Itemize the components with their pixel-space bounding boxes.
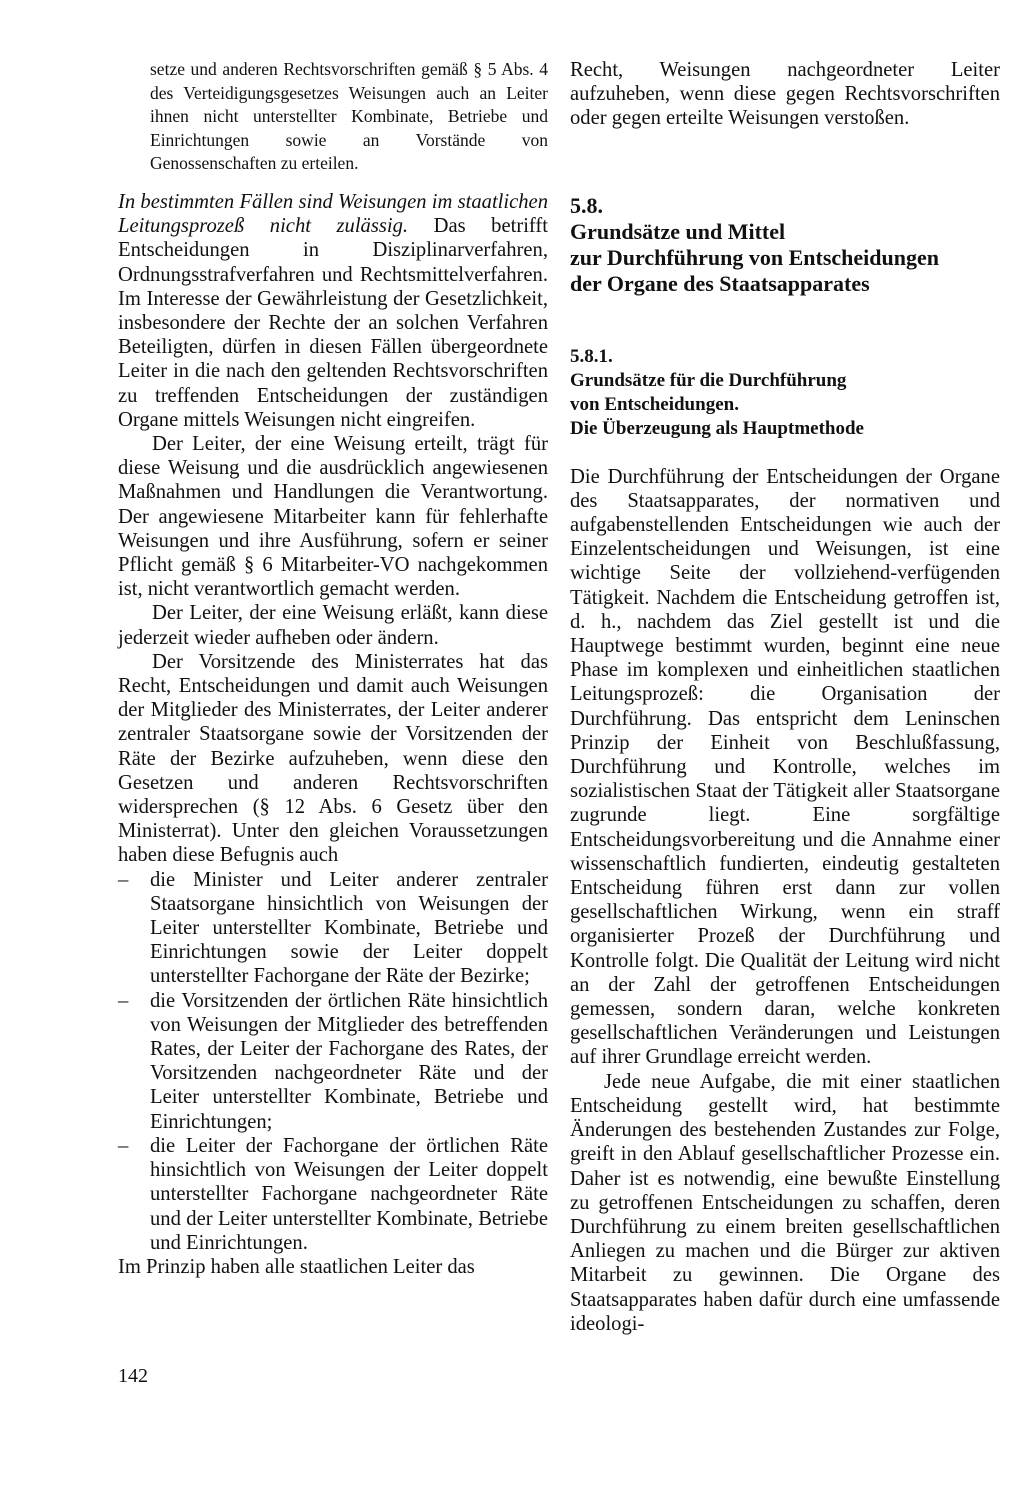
subsection-title-line: von Entscheidungen.	[570, 393, 739, 415]
right-column	[570, 58, 1000, 1336]
subsection-number: 5.8.1.	[570, 345, 613, 367]
dash-bullet: –	[118, 989, 129, 1012]
paragraph-text: Das betrifft Entscheidungen in Disziplinarverfahren, Ordnungsstrafverfahren und Rechtsmittelverfahren. Im Interesse der Gewährleistung der Gesetzlichkeit, insbesondere der Rechte der an solchen Verfahren Beteiligten, dürfen in diesen Fällen übergeordnete Leiter in die nach den geltenden Rechtsvorschriften zu treffenden Entscheidungen der zuständigen Organe mittels Weisungen nicht eingreifen.	[118, 215, 548, 431]
paragraph-durchfuehrung: Die Durchführung der Entscheidungen der Organe des Staatsapparates, der normativen und aufgabenstellenden Entscheidungen wie auch der Einzelentscheidungen und Weisungen, ist eine wichtige Seite der vollziehend-verfügenden Tätigkeit. Nachdem die Entscheidung getroffen ist, d. h., nachdem das Ziel gestellt ist und die Hauptwege bestimmt wurden, beginnt eine neue Phase im komplexen und einheitlichen staatlichen Leitungsprozeß: die Organisation der Durchführung. Das entspricht dem Leninschen Prinzip der Einheit von Beschlußfassung, Durchführung und Kontrolle, welches im sozialistischen Staat der Tätigkeit aller Staatsorgane zugrunde liegt. Eine sorgfältige Entscheidungsvorbereitung und die Annahme einer wissenschaftlich fundierten, eindeutig gestalteten Entscheidung führen erst dann zur vollen gesellschaftlichen Wirkung, wenn ein straff organisierter Prozeß der Durchführung und Kontrolle folgt. Die Qualität der Leitung wird nicht an der Zahl der getroffenen Entscheidungen gemessen, sondern daran, welche konkreten gesellschaftlichen Veränderungen und Leistungen auf ihrer Grundlage erreicht werden.	[570, 465, 1000, 1069]
subsection-heading	[570, 345, 1000, 441]
paragraph-weisungen-unzulaessig	[118, 190, 548, 432]
paragraph-continuation: Recht, Weisungen nachgeordneter Leiter aufzuheben, wenn diese gegen Rechtsvorschriften oder gegen erteilte Weisungen verstoßen.	[570, 59, 1000, 130]
paragraph-ministerrat: Der Vorsitzende des Ministerrates hat das Recht, Entscheidungen und damit auch Weisungen der Mitglieder des Ministerrates, der Leiter anderer zentraler Staatsorgane sowie der Vorsitzenden der Räte der Bezirke aufzuheben, wenn diese den Gesetzen und anderen Rechtsvorschriften widersprechen (§ 12 Abs. 6 Gesetz über den Ministerrat). Unter den gleichen Voraussetzungen haben diese Befugnis auch	[118, 650, 548, 867]
quoted-regulation-text: setze und anderen Rechtsvorschriften gemäß § 5 Abs. 4 des Verteidigungsgesetzes Weisungen auch an Leiter ihnen nicht unterstellter Kombinate, Betriebe und Einrichtungen sowie an Vorstände von Genossenschaften zu erteilen.	[150, 59, 548, 174]
paragraph-verantwortung: Der Leiter, der eine Weisung erteilt, trägt für diese Weisung und die ausdrücklich angewiesenen Maßnahmen und Handlungen die Verantwortung. Der angewiesene Mitarbeiter kann für fehlerhafte Weisungen und ihre Ausführung, sofern er seiner Pflicht gemäß § 6 Mitarbeiter-VO nachgekommen ist, nicht verantwortlich gemacht werden.	[118, 433, 548, 601]
paragraph-neue-aufgabe: Jede neue Aufgabe, die mit einer staatlichen Entscheidung gestellt wird, hat bestimmte Änderungen des bestehenden Zustandes zur Folge, greift in den Ablauf gesellschaftlicher Prozesse ein. Daher ist es notwendig, eine bewußte Einstellung zu getroffenen Entscheidungen zu schaffen, deren Durchführung zu einem breiten gesellschaftlichen Anliegen zu machen und die Bürger zur aktiven Mitarbeit zu gewinnen. Die Organe des Staatsapparates haben dafür durch eine umfassende ideologi-	[570, 1070, 1000, 1335]
list-item	[118, 1134, 548, 1255]
section-title-line: Grundsätze und Mittel	[570, 218, 786, 244]
list-item	[118, 868, 548, 989]
dash-list	[118, 868, 548, 1255]
dash-bullet: –	[118, 868, 129, 891]
section-title-line: zur Durchführung von Entscheidungen	[570, 244, 940, 270]
page-number: 142	[118, 1365, 148, 1387]
subsection-title-line: Grundsätze für die Durchführung	[570, 369, 847, 391]
dash-bullet: –	[118, 1134, 129, 1157]
subsection-title-line: Die Überzeugung als Hauptmethode	[570, 417, 864, 439]
list-item-text: die Vorsitzenden der örtlichen Räte hinsichtlich von Weisungen der Mitglieder des betreffenden Rates, der Leiter der Fachorgane des Rates, der Vorsitzenden nachgeordneter Räte und der Leiter unterstellter Kombinate, Betriebe und Einrichtungen;	[150, 989, 548, 1133]
paragraph-aufheben: Der Leiter, der eine Weisung erläßt, kann diese jederzeit wieder aufheben oder ändern.	[118, 602, 548, 649]
section-title-line: der Organe des Staatsapparates	[570, 270, 870, 296]
list-item-text: die Leiter der Fachorgane der örtlichen Räte hinsichtlich von Weisungen der Leiter doppelt unterstellter Fachorgane nachgeordneter Räte und der Leiter unterstellter Kombinate, Betriebe und Einrichtungen.	[150, 1134, 548, 1254]
section-heading	[570, 193, 1000, 297]
section-number: 5.8.	[570, 192, 603, 218]
list-item	[118, 989, 548, 1134]
left-column	[118, 58, 548, 1279]
list-item-text: die Minister und Leiter anderer zentraler Staatsorgane hinsichtlich von Weisungen der Leiter unterstellter Kombinate, Betriebe und Einrichtungen sowie der Leiter doppelt unterstellter Fachorgane der Räte der Bezirke;	[150, 868, 548, 988]
italic-emphasis: In bestimmten Fällen sind Weisungen im staatlichen Leitungsprozeß nicht zulässig.	[118, 190, 548, 238]
paragraph-prinzip: Im Prinzip haben alle staatlichen Leiter das	[118, 1255, 475, 1278]
